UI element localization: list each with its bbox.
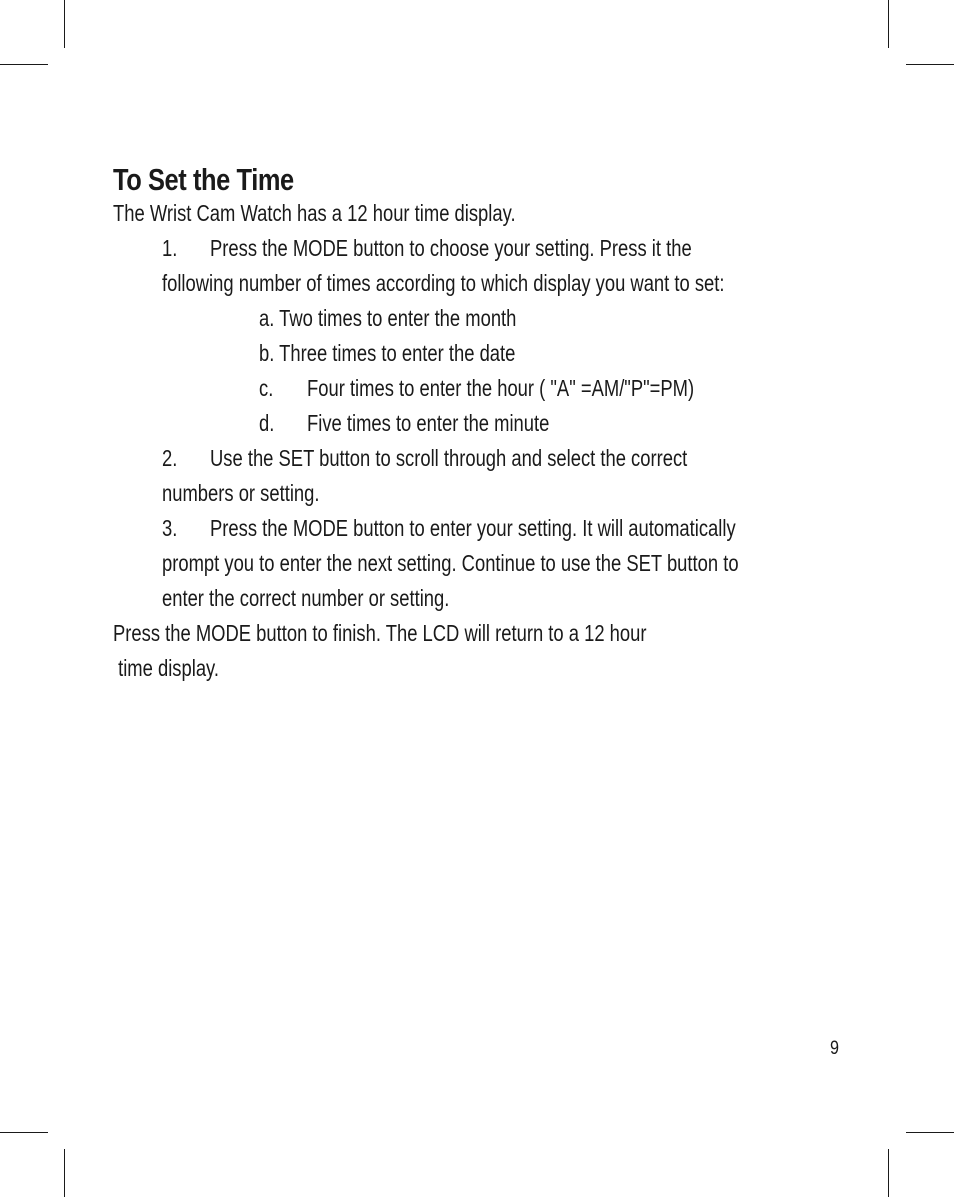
step-3-line-2: prompt you to enter the next setting. Continue to use the SET button to bbox=[162, 550, 739, 576]
step-1-number: 1. bbox=[162, 235, 178, 261]
step-2-line-2: numbers or setting. bbox=[162, 480, 320, 506]
substep-b: b. Three times to enter the date bbox=[259, 340, 516, 366]
page-title: To Set the Time bbox=[113, 162, 294, 197]
step-2-number: 2. bbox=[162, 445, 178, 471]
crop-mark bbox=[0, 1132, 48, 1133]
intro-text: The Wrist Cam Watch has a 12 hour time display. bbox=[113, 200, 516, 226]
substep-c-label: c. bbox=[259, 375, 274, 401]
step-1-text: Press the MODE button to choose your setting. Press it the bbox=[210, 235, 692, 261]
crop-mark bbox=[906, 1132, 954, 1133]
crop-mark bbox=[906, 64, 954, 65]
step-2-text: Use the SET button to scroll through and select the correct bbox=[210, 445, 688, 471]
substep-d-label: d. bbox=[259, 410, 275, 436]
step-2-line-1 bbox=[162, 441, 687, 476]
substep-c bbox=[259, 371, 694, 406]
closing-line-2: time display. bbox=[113, 655, 220, 681]
page-number: 9 bbox=[830, 1038, 839, 1059]
crop-mark bbox=[888, 1149, 889, 1197]
closing-line-1: Press the MODE button to finish. The LCD will return to a 12 hour bbox=[113, 620, 647, 646]
crop-mark bbox=[64, 0, 65, 48]
step-1-line-1 bbox=[162, 231, 692, 266]
crop-mark bbox=[64, 1149, 65, 1197]
step-3-line-3: enter the correct number or setting. bbox=[162, 585, 450, 611]
substep-a: a. Two times to enter the month bbox=[259, 305, 517, 331]
step-3-line-1 bbox=[162, 511, 736, 546]
substep-d-text: Five times to enter the minute bbox=[307, 410, 550, 436]
step-1-line-2: following number of times according to which display you want to set: bbox=[162, 270, 725, 296]
step-3-number: 3. bbox=[162, 515, 178, 541]
crop-mark bbox=[0, 64, 48, 65]
step-3-text: Press the MODE button to enter your setting. It will automatically bbox=[210, 515, 736, 541]
substep-d bbox=[259, 406, 549, 441]
crop-mark bbox=[888, 0, 889, 48]
substep-c-text: Four times to enter the hour ( "A" =AM/"P"=PM) bbox=[307, 375, 695, 401]
